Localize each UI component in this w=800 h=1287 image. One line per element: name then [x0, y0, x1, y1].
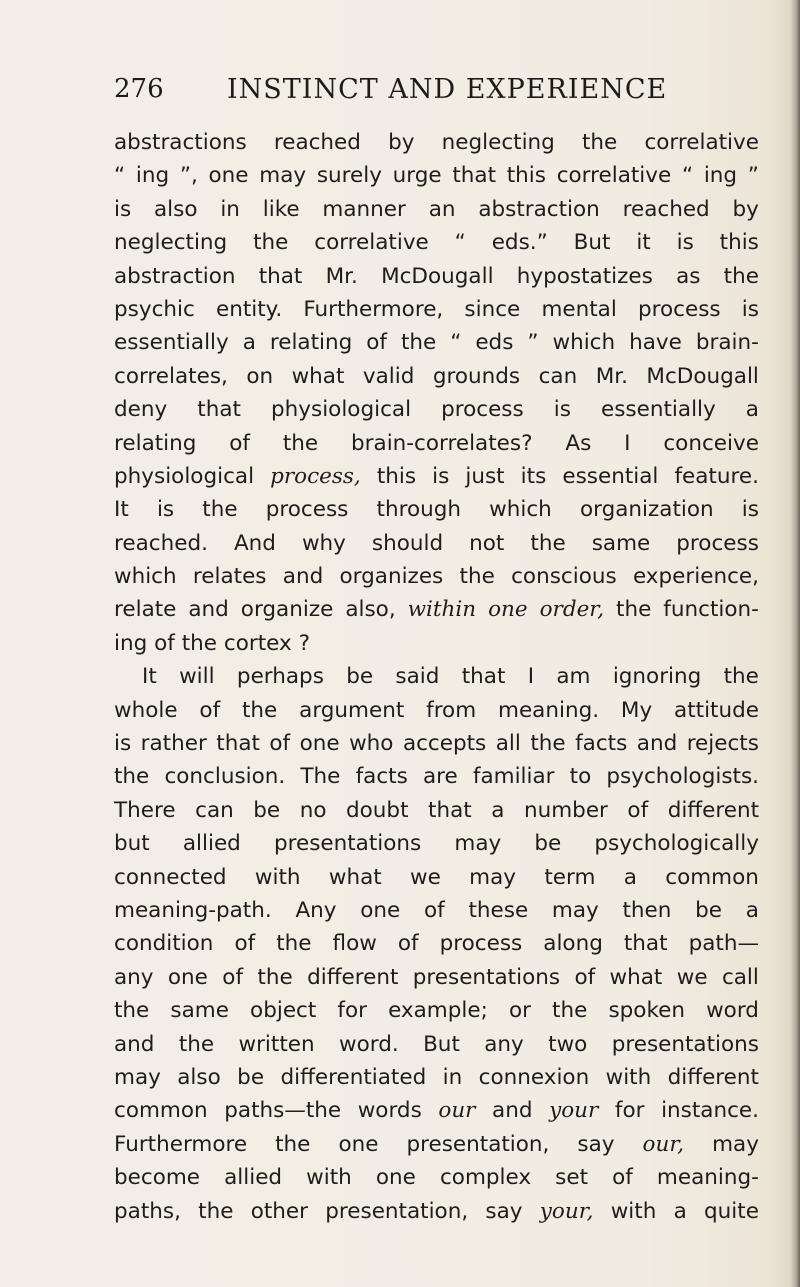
text-line: deny that physiological process is essentially a — [114, 397, 759, 423]
text-line: reached. And why should not the same process — [114, 530, 759, 556]
text-line: meaning-path. Any one of these may then be a — [114, 897, 759, 923]
text-line: is rather that of one who accepts all the facts and rejects — [114, 731, 759, 757]
text-line: become allied with one complex set of meaning- — [114, 1165, 759, 1191]
text-line: but allied presentations may be psychologically — [114, 831, 759, 857]
text-line: psychic entity. Furthermore, since mental process is — [114, 296, 759, 322]
text-line: abstraction that Mr. McDougall hypostatizes as the — [114, 263, 759, 289]
text-line: the conclusion. The facts are familiar to psychologists. — [114, 764, 759, 790]
text-line: Furthermore the one presentation, say our, may — [114, 1131, 759, 1157]
text-line: and the written word. But any two presentations — [114, 1031, 759, 1057]
text-line: relate and organize also, within one order, the function- — [114, 597, 759, 623]
text-line: physiological process, this is just its essential feature. — [114, 463, 759, 489]
text-line: may also be differentiated in connexion with different — [114, 1064, 759, 1090]
text-line: There can be no doubt that a number of different — [114, 797, 759, 823]
text-line: correlates, on what valid grounds can Mr. McDougall — [114, 363, 759, 389]
text-line: It will perhaps be said that I am ignoring the — [142, 664, 759, 690]
body-text — [114, 126, 759, 1228]
running-header — [114, 70, 734, 110]
text-line: whole of the argument from meaning. My attitude — [114, 697, 759, 723]
text-line: the same object for example; or the spoken word — [114, 998, 759, 1024]
text-line: It is the process through which organization is — [114, 497, 759, 523]
text-line: “ ing ”, one may surely urge that this correlative “ ing ” — [114, 163, 759, 189]
text-line: which relates and organizes the conscious experience, — [114, 564, 759, 590]
text-line: connected with what we may term a common — [114, 864, 759, 890]
text-line: paths, the other presentation, say your, with a quite — [114, 1198, 759, 1224]
text-line: essentially a relating of the “ eds ” which have brain- — [114, 330, 759, 356]
text-line: common paths—the words our and your for instance. — [114, 1098, 759, 1124]
text-line: any one of the different presentations of what we call — [114, 964, 759, 990]
text-line: abstractions reached by neglecting the correlative — [114, 130, 759, 155]
text-line: condition of the flow of process along that path— — [114, 931, 759, 957]
running-title: INSTINCT AND EXPERIENCE — [227, 74, 668, 105]
page-number: 276 — [114, 74, 164, 104]
page-edge-shadow — [790, 0, 800, 1287]
text-line: relating of the brain-correlates? As I conceive — [114, 430, 759, 456]
text-line: is also in like manner an abstraction reached by — [114, 196, 759, 222]
text-line: neglecting the correlative “ eds.” But it is this — [114, 230, 759, 256]
text-line: ing of the cortex ? — [114, 630, 311, 656]
